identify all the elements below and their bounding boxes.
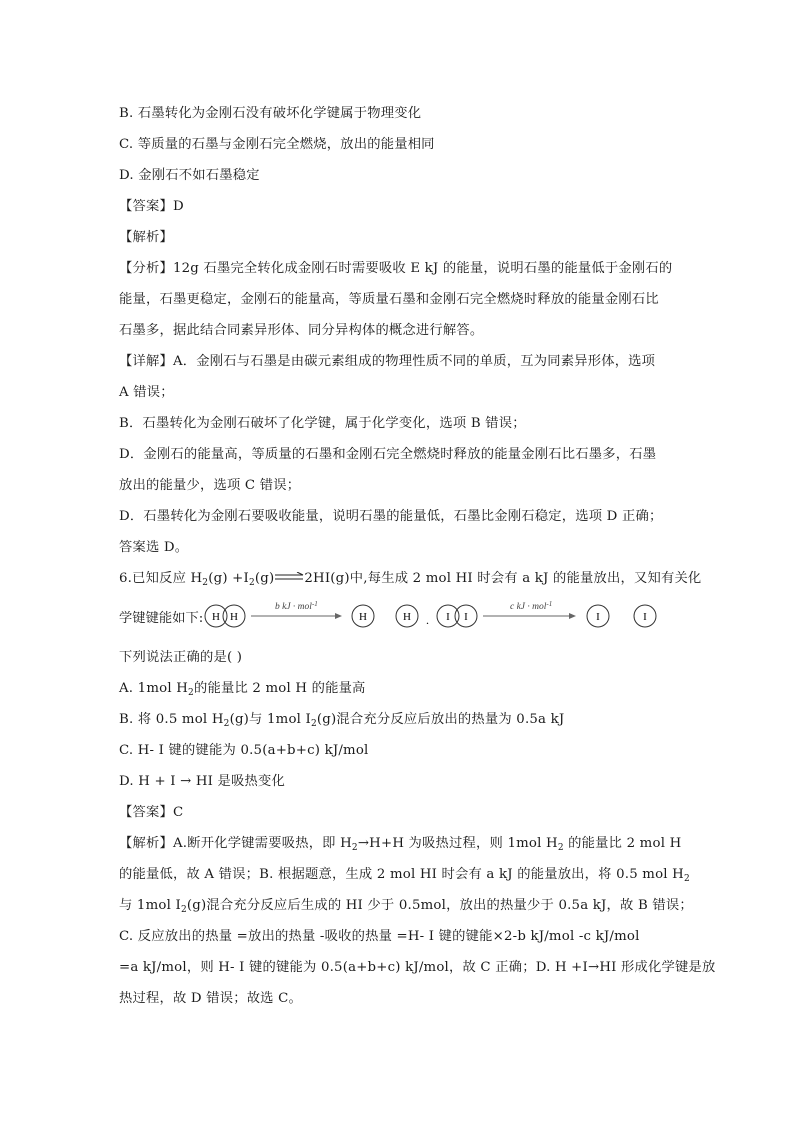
equilibrium-arrow-icon xyxy=(274,563,304,594)
h-atom-icon xyxy=(352,605,374,627)
atom-label-i: I xyxy=(464,611,469,623)
atom-label-i: I xyxy=(446,611,451,623)
detail-line-2: A 错误； xyxy=(119,385,174,400)
bond-arrow-2 xyxy=(483,600,576,619)
arrow-label-c: c kJ · mol xyxy=(510,602,547,612)
detail-line-5: 放出的能量少，选项 C 错误； xyxy=(119,478,301,493)
atom-label-i: I xyxy=(596,611,601,623)
i-atom-icon xyxy=(587,605,609,627)
q6-option-c: C. H- I 键的键能为 0.5(a+b+c) kJ/mol xyxy=(119,743,369,758)
bond-energy-diagram xyxy=(203,598,663,634)
solution-line-5: =a kJ/mol，则 H- I 键的键能为 0.5(a+b+c) kJ/mol，故 C 正确；D. H +I→HI 形成化学键是放 xyxy=(119,960,716,975)
q6-option-b: B. 将 0.5 mol $H_2(g)$与 1mol $I_2(g)$混合充分反应后放出的热量为 0.5a kJ xyxy=(119,712,565,729)
solution-line-3: 与 1mol $I_2(g)$混合充分反应后生成的 HI 少于 0.5mol，放出的热量少于 0.5a kJ，故 B 错误； xyxy=(119,898,693,915)
option-b: B. 石墨转化为金刚石没有破坏化学键属于物理变化 xyxy=(119,106,422,121)
q6-option-d: D. H + I → HI 是吸热变化 xyxy=(119,774,286,789)
h2-molecule-icon xyxy=(205,605,245,627)
bond-energy-row xyxy=(119,596,679,636)
question-6-stem: 6.已知反应 $H_2(g) +I_2(g)$ 2HI(g)中,每生成 2 mol HI 时会有 a kJ 的能量放出，又知有关化 xyxy=(119,563,679,594)
bond-arrow-1 xyxy=(251,600,342,619)
detail-line-7: 答案选 D。 xyxy=(119,540,189,555)
svg-text:c kJ · mol-1 xyxy=(510,600,552,612)
detail-line-4: D．金刚石的能量高，等质量的石墨和金刚石完全燃烧时释放的能量金刚石比石墨多，石墨 xyxy=(119,447,657,462)
i-atom-icon xyxy=(634,605,656,627)
separator-dot: . xyxy=(426,613,430,627)
i2-molecule-icon xyxy=(437,605,477,627)
arrow-sup-b: -1 xyxy=(312,600,319,608)
solution-line-4: C. 反应放出的热量 =放出的热量 -吸收的热量 =H- I 键的键能×2-b kJ/mol -c kJ/mol xyxy=(119,929,640,944)
bond-energy-prefix: 学键键能如下: xyxy=(119,610,204,626)
atom-label-h: H xyxy=(230,611,239,623)
analysis-title: 【解析】 xyxy=(119,230,173,245)
arrow-label-b: b kJ · mol xyxy=(275,602,313,612)
detail-line-3: B．石墨转化为金刚石破坏了化学键，属于化学变化，选项 B 错误； xyxy=(119,416,526,431)
option-c: C. 等质量的石墨与金刚石完全燃烧，放出的能量相同 xyxy=(119,137,435,152)
detail-line-6: D．石墨转化为金刚石要吸收能量，说明石墨的能量低，石墨比金刚石稳定，选项 D 正确； xyxy=(119,509,663,524)
atom-label-h: H xyxy=(359,611,368,623)
atom-label-h: H xyxy=(212,611,221,623)
svg-text:b kJ · mol-1 xyxy=(275,600,318,612)
solution-line-1: 【解析】A.断开化学键需要吸热，即 $H_2\to H+H$ 为吸热过程，则 1mol $H_2$ 的能量比 2 mol H xyxy=(119,836,682,853)
q6-answer: 【答案】C xyxy=(119,805,184,820)
q6-option-a: A. 1mol $H_2$的能量比 2 mol H 的能量高 xyxy=(119,681,366,698)
arrow-sup-c: -1 xyxy=(546,600,553,608)
solution-line-6: 热过程，故 D 错误；故选 C。 xyxy=(119,991,302,1006)
analysis-line-3: 石墨多，据此结合同素异形体、同分异构体的概念进行解答。 xyxy=(119,323,484,338)
document-page xyxy=(119,98,716,1014)
atom-label-h: H xyxy=(403,611,412,623)
analysis-line-2: 能量，石墨更稳定，金刚石的能量高，等质量石墨和金刚石完全燃烧时释放的能量金刚石比 xyxy=(119,292,659,307)
answer-previous: 【答案】D xyxy=(119,199,184,214)
question-6-prompt: 下列说法正确的是( ) xyxy=(119,650,243,665)
h-atom-icon xyxy=(396,605,418,627)
atom-label-i: I xyxy=(643,611,648,623)
solution-line-2: 的能量低，故 A 错误；B. 根据题意，生成 2 mol HI 时会有 a kJ 的能量放出，将 0.5 mol $H_2$ xyxy=(119,867,690,884)
detail-line-1: 【详解】A．金刚石与石墨是由碳元素组成的物理性质不同的单质，互为同素异形体，选项 xyxy=(119,354,656,369)
option-d: D. 金刚石不如石墨稳定 xyxy=(119,168,260,183)
analysis-line-1: 【分析】12g 石墨完全转化成金刚石时需要吸收 E kJ 的能量，说明石墨的能量低于金刚石的 xyxy=(119,261,673,276)
